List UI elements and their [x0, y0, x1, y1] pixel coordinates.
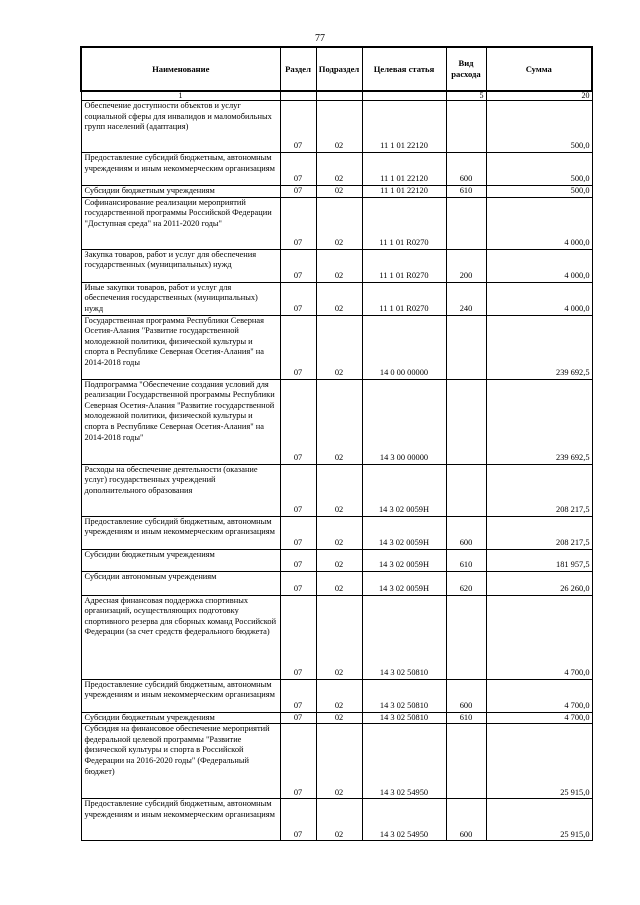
row-target-cell: 14 3 02 0059Н [362, 464, 446, 516]
header-subsection: Подраздел [316, 47, 362, 91]
row-target-cell: 14 3 00 00000 [362, 379, 446, 464]
row-expense-type-cell: 600 [446, 799, 486, 841]
row-target-cell: 11 1 01 R0270 [362, 197, 446, 249]
row-section-cell: 07 [280, 153, 316, 186]
row-name-cell: Адресная финансовая поддержка спортивных организаций, осуществляющих подготовку спортивного резерва для сборных команд Российской Федерации (за счет средств федерального бюджета) [81, 595, 280, 679]
row-name-cell: Расходы на обеспечение деятельности (оказание услуг) государственных учреждений дополнительного образования [81, 464, 280, 516]
row-target-cell: 14 3 02 0059Н [362, 571, 446, 595]
row-name-cell: Обеспечение доступности объектов и услуг социальной сферы для инвалидов и маломобильных групп населений (адаптация) [81, 101, 280, 153]
table-row [81, 101, 592, 153]
row-target-cell: 14 3 02 54950 [362, 799, 446, 841]
row-target-cell: 11 1 01 22120 [362, 186, 446, 198]
table-row [81, 153, 592, 186]
row-name-cell: Субсидия на финансовое обеспечение мероприятий федеральной целевой программы "Развитие физической культуры и спорта в Российской Федерации на 2016-2020 годы" (Федеральный бюджет) [81, 724, 280, 799]
table-row [81, 197, 592, 249]
table-row [81, 712, 592, 724]
row-target-cell: 14 0 00 00000 [362, 315, 446, 379]
row-name-cell: Иные закупки товаров, работ и услуг для обеспечения государственных (муниципальных) нужд [81, 282, 280, 315]
row-section-cell: 07 [280, 379, 316, 464]
row-expense-type-cell: 240 [446, 282, 486, 315]
row-subsection-cell: 02 [316, 197, 362, 249]
row-expense-type-cell [446, 197, 486, 249]
row-expense-type-cell: 610 [446, 712, 486, 724]
row-expense-type-cell: 600 [446, 516, 486, 549]
row-sum-cell: 500,0 [486, 153, 592, 186]
index-name: 1 [81, 91, 280, 101]
page-number: 77 [315, 33, 325, 44]
row-expense-type-cell: 610 [446, 186, 486, 198]
table-row [81, 186, 592, 198]
row-section-cell: 07 [280, 197, 316, 249]
row-section-cell: 07 [280, 186, 316, 198]
row-subsection-cell: 02 [316, 186, 362, 198]
row-subsection-cell: 02 [316, 315, 362, 379]
index-row [81, 91, 592, 101]
row-sum-cell: 25 915,0 [486, 724, 592, 799]
row-name-cell: Предоставление субсидий бюджетным, автономным учреждениям и иным некоммерческим организациям [81, 799, 280, 841]
table-row [81, 571, 592, 595]
row-sum-cell: 4 000,0 [486, 249, 592, 282]
row-expense-type-cell [446, 464, 486, 516]
row-target-cell: 11 1 01 R0270 [362, 249, 446, 282]
row-sum-cell: 4 000,0 [486, 197, 592, 249]
row-section-cell: 07 [280, 679, 316, 712]
row-subsection-cell: 02 [316, 464, 362, 516]
row-subsection-cell: 02 [316, 153, 362, 186]
index-target [362, 91, 446, 101]
index-expense-type: 5 [446, 91, 486, 101]
row-subsection-cell: 02 [316, 712, 362, 724]
row-sum-cell: 4 700,0 [486, 712, 592, 724]
row-subsection-cell: 02 [316, 595, 362, 679]
table-header-row [81, 47, 592, 91]
row-name-cell: Субсидии автономным учреждениям [81, 571, 280, 595]
table-row [81, 315, 592, 379]
table-row [81, 799, 592, 841]
table-row [81, 724, 592, 799]
row-section-cell: 07 [280, 315, 316, 379]
row-sum-cell: 181 957,5 [486, 549, 592, 571]
row-name-cell: Предоставление субсидий бюджетным, автономным учреждениям и иным некоммерческим организациям [81, 679, 280, 712]
row-sum-cell: 208 217,5 [486, 516, 592, 549]
table-row [81, 249, 592, 282]
index-sum: 20 [486, 91, 592, 101]
table-row [81, 464, 592, 516]
table-row [81, 516, 592, 549]
row-subsection-cell: 02 [316, 379, 362, 464]
row-subsection-cell: 02 [316, 549, 362, 571]
row-target-cell: 11 1 01 22120 [362, 101, 446, 153]
row-name-cell: Субсидии бюджетным учреждениям [81, 186, 280, 198]
row-sum-cell: 500,0 [486, 186, 592, 198]
row-target-cell: 14 3 02 0059Н [362, 549, 446, 571]
row-target-cell: 14 3 02 50810 [362, 595, 446, 679]
row-section-cell: 07 [280, 464, 316, 516]
row-sum-cell: 4 700,0 [486, 595, 592, 679]
row-section-cell: 07 [280, 549, 316, 571]
row-section-cell: 07 [280, 282, 316, 315]
budget-table [80, 46, 593, 841]
row-name-cell: Государственная программа Республики Северная Осетия-Алания "Развитие государственной молодежной политики, физической культуры и спорта в Республике Северная Осетия-Алания" на 2014-2018 годы [81, 315, 280, 379]
table-row [81, 549, 592, 571]
row-sum-cell: 208 217,5 [486, 464, 592, 516]
row-name-cell: Софинансирование реализации мероприятий государственной программы Российской Федерации "Доступная среда" на 2011-2020 годы" [81, 197, 280, 249]
row-subsection-cell: 02 [316, 724, 362, 799]
row-expense-type-cell [446, 595, 486, 679]
header-name: Наименование [81, 47, 280, 91]
row-target-cell: 14 3 02 0059Н [362, 516, 446, 549]
row-section-cell: 07 [280, 571, 316, 595]
row-target-cell: 14 3 02 54950 [362, 724, 446, 799]
row-expense-type-cell [446, 315, 486, 379]
row-subsection-cell: 02 [316, 282, 362, 315]
table-row [81, 282, 592, 315]
row-subsection-cell: 02 [316, 679, 362, 712]
row-section-cell: 07 [280, 799, 316, 841]
header-target: Целевая статья [362, 47, 446, 91]
header-section: Раздел [280, 47, 316, 91]
row-section-cell: 07 [280, 101, 316, 153]
row-sum-cell: 26 260,0 [486, 571, 592, 595]
row-name-cell: Субсидии бюджетным учреждениям [81, 712, 280, 724]
row-name-cell: Закупка товаров, работ и услуг для обеспечения государственных (муниципальных) нужд [81, 249, 280, 282]
index-subsection [316, 91, 362, 101]
row-expense-type-cell: 600 [446, 679, 486, 712]
row-expense-type-cell: 600 [446, 153, 486, 186]
row-target-cell: 11 1 01 22120 [362, 153, 446, 186]
row-subsection-cell: 02 [316, 101, 362, 153]
row-name-cell: Подпрограмма "Обеспечение создания условий для реализации Государственной программы Республики Северная Осетия-Алания "Развитие государственной молодежной политики, физической культуры и спорта в Республике Северная Осетия-Алания" на 2014-2018 годы" [81, 379, 280, 464]
row-expense-type-cell [446, 101, 486, 153]
row-expense-type-cell [446, 724, 486, 799]
row-section-cell: 07 [280, 516, 316, 549]
table-row [81, 379, 592, 464]
row-expense-type-cell: 200 [446, 249, 486, 282]
header-expense-type: Вид расхода [446, 47, 486, 91]
row-expense-type-cell: 610 [446, 549, 486, 571]
row-subsection-cell: 02 [316, 799, 362, 841]
row-sum-cell: 500,0 [486, 101, 592, 153]
row-section-cell: 07 [280, 724, 316, 799]
row-sum-cell: 25 915,0 [486, 799, 592, 841]
row-name-cell: Предоставление субсидий бюджетным, автономным учреждениям и иным некоммерческим организациям [81, 516, 280, 549]
header-sum: Сумма [486, 47, 592, 91]
row-section-cell: 07 [280, 712, 316, 724]
row-subsection-cell: 02 [316, 571, 362, 595]
row-expense-type-cell: 620 [446, 571, 486, 595]
row-subsection-cell: 02 [316, 249, 362, 282]
row-section-cell: 07 [280, 595, 316, 679]
row-section-cell: 07 [280, 249, 316, 282]
table-row [81, 679, 592, 712]
row-expense-type-cell [446, 379, 486, 464]
row-sum-cell: 239 692,5 [486, 315, 592, 379]
row-subsection-cell: 02 [316, 516, 362, 549]
index-section [280, 91, 316, 101]
row-name-cell: Предоставление субсидий бюджетным, автономным учреждениям и иным некоммерческим организациям [81, 153, 280, 186]
row-sum-cell: 4 700,0 [486, 679, 592, 712]
row-sum-cell: 4 000,0 [486, 282, 592, 315]
row-name-cell: Субсидии бюджетным учреждениям [81, 549, 280, 571]
row-target-cell: 14 3 02 50810 [362, 679, 446, 712]
row-sum-cell: 239 692,5 [486, 379, 592, 464]
row-target-cell: 14 3 02 50810 [362, 712, 446, 724]
row-target-cell: 11 1 01 R0270 [362, 282, 446, 315]
table-row [81, 595, 592, 679]
